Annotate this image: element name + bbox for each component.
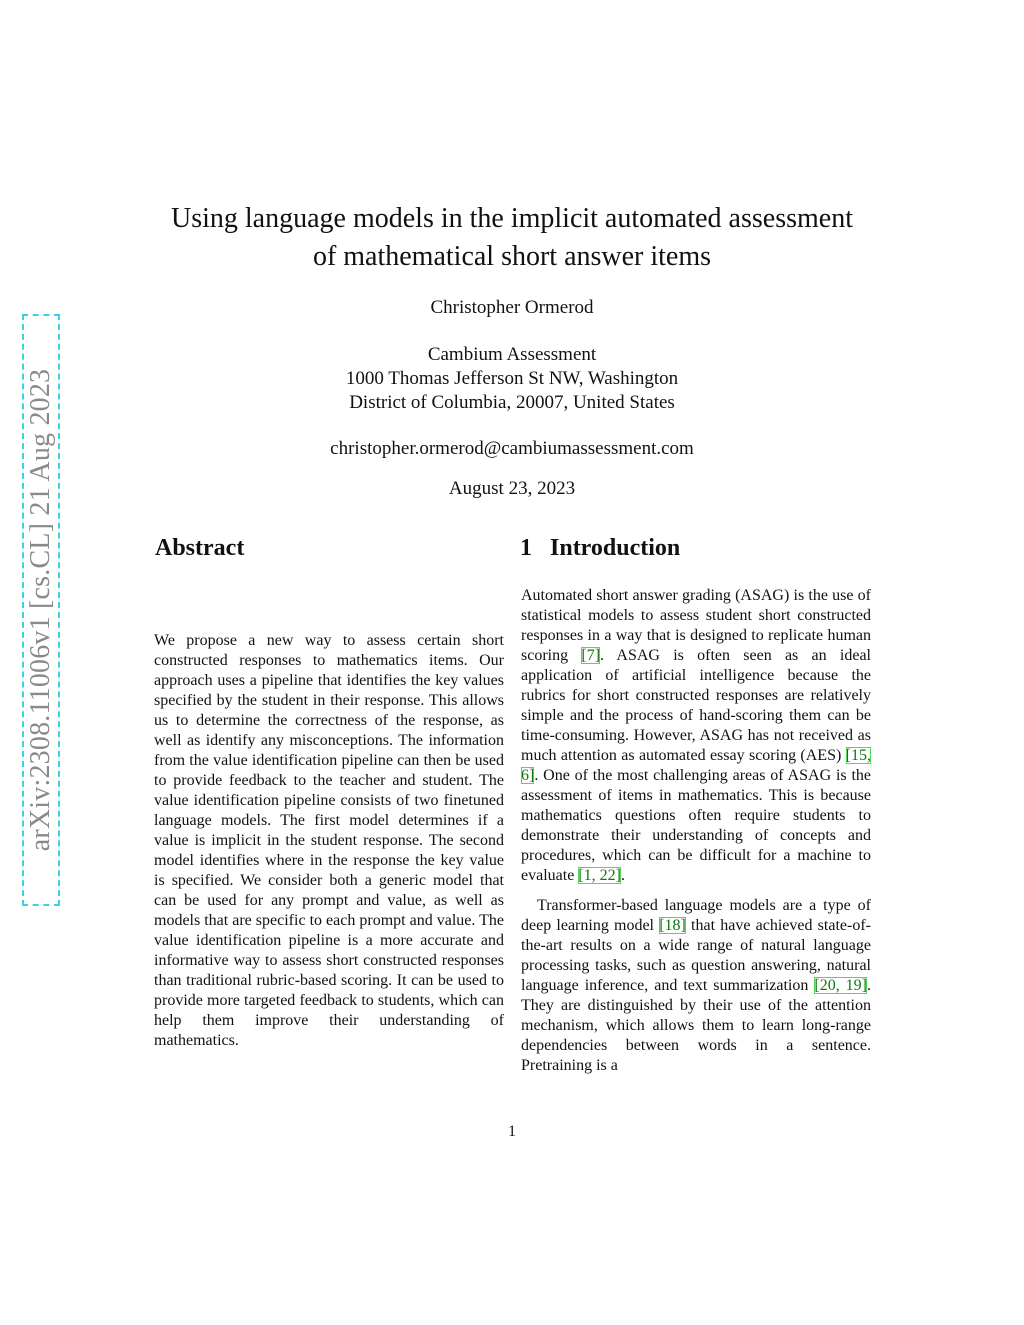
arxiv-identifier-stamp bbox=[22, 314, 60, 906]
text-run: . bbox=[620, 867, 625, 884]
abstract-body bbox=[154, 631, 504, 1061]
affiliation-region: District of Columbia, 20007, United States bbox=[349, 392, 675, 413]
abstract-paragraph: We propose a new way to assess certain short constructed responses to mathematics items. Our approach uses a pipeline that identifies the key values specified by the student in their response. This allows us to determine the correctness of the response, as well as identify any misconceptions. The information from the value identification pipeline can then be used to provide feedback to the teacher and student. The value identification pipeline consists of two finetuned language models. The first model determines if a value is implicit in the student response. The second model identifies where in the response the key value is specified. We consider both a generic model that can be used for any prompt and value, as well as models that are specific to each prompt and value. The value identification pipeline is a more accurate and informative way to assess short constructed responses than traditional rubric-based scoring. It can be used to provide more targeted feedback to students, which can help them improve their understanding of mathematics. bbox=[154, 632, 504, 1049]
paper-date: August 23, 2023 bbox=[448, 478, 576, 499]
citation-link[interactable]: [1, 22] bbox=[578, 867, 621, 884]
page-number: 1 bbox=[508, 1123, 516, 1140]
text-run: Automated short answer grading (ASAG) is the use of statistical models to assess student short constructed responses in a way that is designed to replicate human scoring bbox=[521, 587, 871, 664]
citation-link[interactable]: [18] bbox=[659, 917, 686, 934]
title-line-2: of mathematical short answer items bbox=[312, 241, 712, 272]
text-run: . They are distinguished by their use of the attention mechanism, which allows them to learn long-range dependencies between words in a sentence. Pretraining is a bbox=[521, 977, 871, 1074]
affiliation-street: 1000 Thomas Jefferson St NW, Washington bbox=[345, 368, 679, 389]
paper-title bbox=[110, 200, 914, 276]
text-run: that have achieved state-of-the-art results on a wide range of natural language processing tasks, such as question answering, natural language inference, and text summarization bbox=[521, 917, 871, 994]
introduction-paragraph-1 bbox=[521, 586, 871, 886]
author-name: Christopher Ormerod bbox=[430, 297, 594, 318]
citation-link[interactable]: [20, 19] bbox=[814, 977, 867, 994]
introduction-paragraph-2 bbox=[521, 896, 871, 1076]
text-run: . One of the most challenging areas of ASAG is the assessment of items in mathematics. This is because mathematics questions often require students to demonstrate their understanding of concepts and procedures, which can be difficult for a machine to evaluate bbox=[521, 767, 871, 884]
text-run: Transformer-based language models are a type of deep learning model bbox=[521, 897, 871, 934]
author-email: christopher.ormerod@cambiumassessment.com bbox=[330, 438, 694, 459]
abstract-heading: Abstract bbox=[155, 535, 245, 561]
introduction-body bbox=[521, 586, 871, 1086]
affiliation-org: Cambium Assessment bbox=[427, 344, 597, 365]
text-run: . ASAG is often seen as an ideal application of artificial intelligence because the rubrics for short constructed responses are relatively simple and the process of hand-scoring them can be time-consuming. However, ASAG has not received as much attention as automated essay scoring (AES) bbox=[521, 647, 871, 764]
citation-link[interactable]: [15, 6] bbox=[521, 747, 871, 784]
citation-link[interactable]: [7] bbox=[581, 647, 601, 664]
introduction-heading: 1 Introduction bbox=[520, 535, 681, 561]
title-line-1: Using language models in the implicit automated assessment bbox=[171, 203, 853, 234]
arxiv-identifier: arXiv:2308.11006v1 [cs.CL] 21 Aug 2023 bbox=[25, 368, 56, 852]
